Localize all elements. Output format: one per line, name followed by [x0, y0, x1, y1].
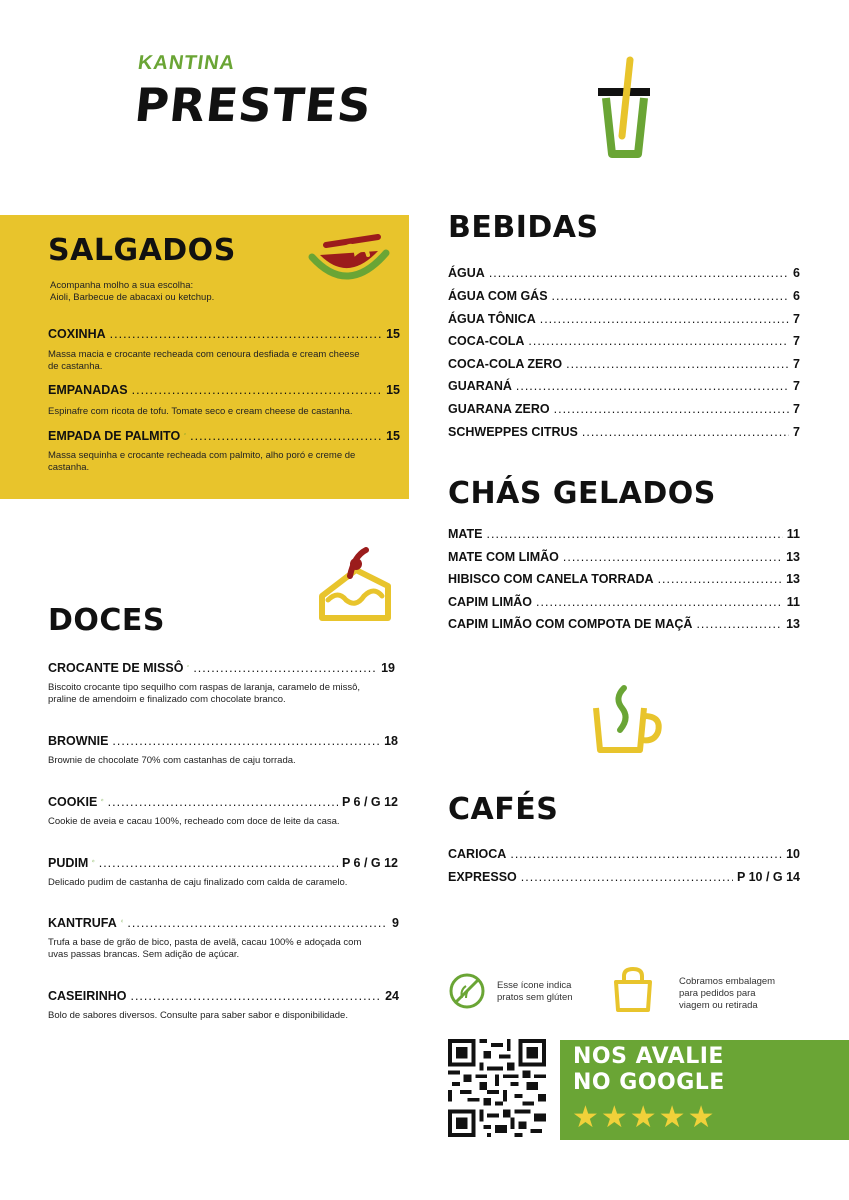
menu-item-description: Trufa a base de grão de bico, pasta de avelã, cacau 100% e adoçada com uvas passas brancas. Sem adição de açúcar.	[48, 937, 362, 960]
menu-item-empanadas: EMPANADAS ..... 15	[48, 383, 400, 397]
salgados-intro: Acompanha molho a sua escolha: Aioli, Barbecue de abacaxi ou ketchup.	[50, 280, 215, 303]
menu-item-guarana-zero: GUARANA ZERO ..... 7	[448, 402, 800, 416]
menu-item-pudim: PUDIM ..... P 6 / G 12	[48, 855, 398, 870]
gluten-free-icon	[101, 794, 103, 806]
star-rating-icon: ★★★★★	[572, 1101, 717, 1134]
watermelon-icon	[308, 233, 390, 285]
salgados-title: SALGADOS	[48, 233, 236, 268]
menu-item-carioca: CARIOCA ..... 10	[448, 847, 800, 861]
gluten-free-icon	[121, 915, 124, 927]
cake-slice-icon	[316, 546, 396, 626]
menu-item-hibisco: HIBISCO COM CANELA TORRADA ..... 13	[448, 572, 800, 586]
review-google-banner[interactable]	[560, 1040, 849, 1140]
review-line-1: NOS AVALIE	[573, 1044, 724, 1069]
menu-item-description: Biscoito crocante tipo sequilho com raspas de laranja, caramelo de missô, praline de amendoim e finalizado com chocolate branco.	[48, 682, 361, 705]
menu-item-mate: MATE ..... 11	[448, 527, 800, 541]
menu-item-agua-com-gas: ÁGUA COM GÁS ..... 6	[448, 289, 800, 303]
gluten-free-legend-icon	[448, 972, 486, 1010]
chas-gelados-title: CHÁS GELADOS	[448, 476, 716, 511]
gluten-free-icon	[184, 428, 186, 440]
menu-item-coca-cola-zero: COCA-COLA ZERO ..... 7	[448, 357, 800, 371]
menu-item-capim-limao-compota: CAPIM LIMÃO COM COMPOTA DE MAÇÃ ..... 13	[448, 617, 800, 631]
logo-top-text: KANTINA	[136, 52, 237, 74]
review-line-2: NO GOOGLE	[573, 1070, 725, 1095]
menu-item-mate-com-limao: MATE COM LIMÃO ..... 13	[448, 550, 800, 564]
menu-item-crocante-de-misso: CROCANTE DE MISSÔ ..... 19	[48, 660, 395, 675]
menu-item-capim-limao: CAPIM LIMÃO ..... 11	[448, 595, 800, 609]
shopping-bag-icon	[612, 966, 654, 1014]
menu-item-description: Massa macia e crocante recheada com cenoura desfiada e cream cheese de castanha.	[48, 349, 360, 372]
menu-item-description: Cookie de aveia e cacau 100%, recheado com doce de leite da casa.	[48, 816, 340, 827]
gluten-free-note: Esse ícone indica pratos sem glúten	[497, 980, 573, 1003]
menu-item-caseirinho: CASEIRINHO ..... 24	[48, 989, 399, 1003]
menu-item-empada-de-palmito: EMPADA DE PALMITO ..... 15	[48, 428, 400, 443]
menu-item-description: Bolo de sabores diversos. Consulte para saber sabor e disponibilidade.	[48, 1010, 348, 1021]
menu-item-description: Massa sequinha e crocante recheada com palmito, alho poró e creme de castanha.	[48, 450, 356, 473]
menu-item-brownie: BROWNIE ..... 18	[48, 734, 398, 748]
coffee-cup-icon	[590, 684, 666, 756]
bebidas-title: BEBIDAS	[448, 210, 599, 245]
menu-item-description: Brownie de chocolate 70% com castanhas de caju torrada.	[48, 755, 296, 766]
menu-item-description: Delicado pudim de castanha de caju finalizado com calda de caramelo.	[48, 877, 348, 888]
gluten-free-icon	[92, 855, 94, 867]
menu-item-guarana: GUARANÁ ..... 7	[448, 379, 800, 393]
doces-title: DOCES	[48, 603, 166, 638]
menu-item-agua-tonica: ÁGUA TÔNICA ..... 7	[448, 312, 800, 326]
menu-item-coxinha: COXINHA ..... 15	[48, 327, 400, 341]
menu-item-expresso: EXPRESSO ..... P 10 / G 14	[448, 870, 800, 884]
menu-item-schweppes-citrus: SCHWEPPES CITRUS ..... 7	[448, 425, 800, 439]
menu-item-description: Espinafre com ricota de tofu. Tomate seco e cream cheese de castanha.	[48, 406, 353, 417]
menu-item-agua: ÁGUA ..... 6	[448, 266, 800, 280]
drink-cup-icon	[594, 56, 654, 160]
menu-item-cookie: COOKIE ..... P 6 / G 12	[48, 794, 398, 809]
cafes-title: CAFÉS	[448, 792, 559, 827]
gluten-free-icon	[187, 660, 189, 672]
salgados-section	[0, 215, 409, 499]
brand-logo	[132, 52, 375, 142]
packaging-note: Cobramos embalagem para pedidos para viagem ou retirada	[679, 976, 776, 1011]
qr-code[interactable]	[448, 1039, 546, 1137]
logo-main-text: PRESTES	[132, 78, 375, 132]
menu-item-kantrufa: KANTRUFA ..... 9	[48, 915, 399, 930]
menu-item-coca-cola: COCA-COLA ..... 7	[448, 334, 800, 348]
